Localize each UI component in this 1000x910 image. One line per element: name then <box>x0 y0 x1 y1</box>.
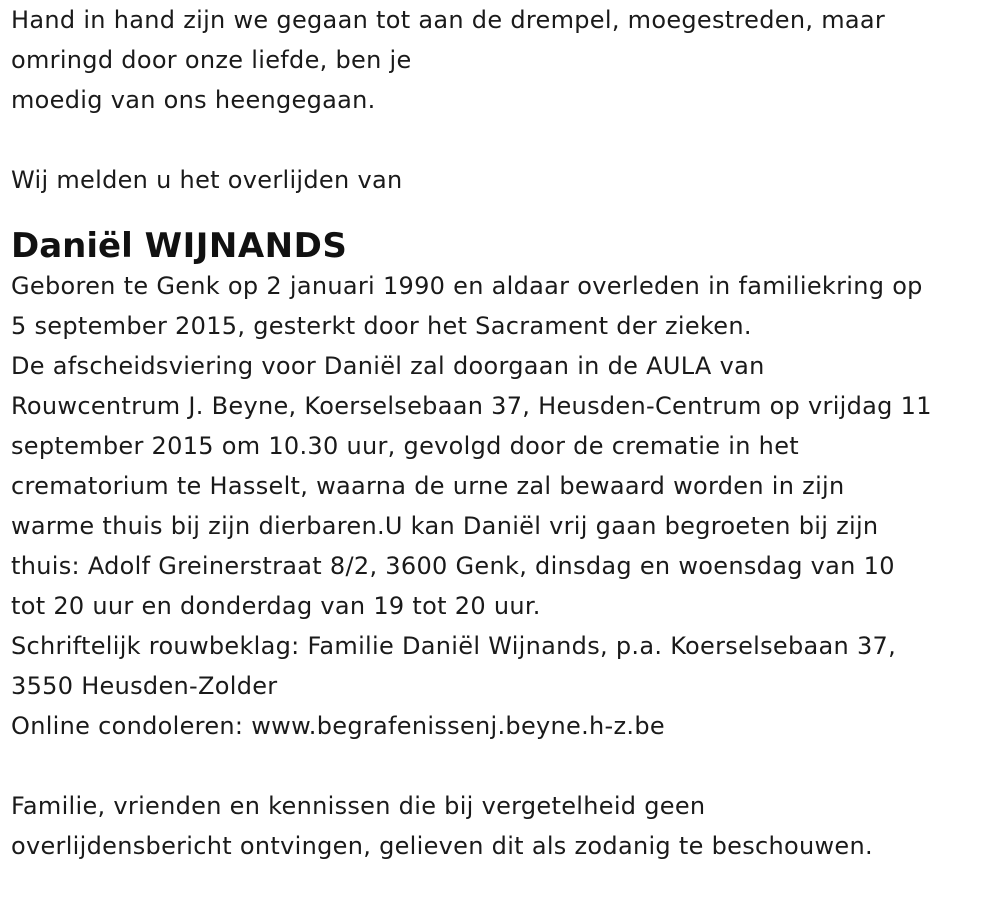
body-line: Schriftelijk rouwbeklag: Familie Daniël Wijnands, p.a. Koerselsebaan 37, <box>11 632 897 660</box>
body-line: Online condoleren: www.begrafenissenj.beyne.h-z.be <box>11 712 665 740</box>
body-line: De afscheidsviering voor Daniël zal doorgaan in de AULA van <box>11 352 765 380</box>
deceased-first-name: Daniël <box>11 226 133 266</box>
body-line: crematorium te Hasselt, waarna de urne zal bewaard worden in zijn <box>11 472 845 500</box>
body-line: warme thuis bij zijn dierbaren.U kan Daniël vrij gaan begroeten bij zijn <box>11 512 879 540</box>
intro-line: Hand in hand zijn we gegaan tot aan de drempel, moegestreden, maar <box>11 6 886 34</box>
body-line: Geboren te Genk op 2 januari 1990 en aldaar overleden in familiekring op <box>11 272 923 300</box>
body-line: tot 20 uur en donderdag van 19 tot 20 uur. <box>11 592 541 620</box>
spacer <box>11 746 996 786</box>
body-line: september 2015 om 10.30 uur, gevolgd door de crematie in het <box>11 432 799 460</box>
closing-line: Familie, vrienden en kennissen die bij vergetelheid geen <box>11 792 706 820</box>
deceased-last-name: WIJNANDS <box>144 226 348 266</box>
intro-line: omringd door onze liefde, ben je <box>11 46 412 74</box>
intro-line: moedig van ons heengegaan. <box>11 86 376 114</box>
intro-poem <box>11 0 996 120</box>
closing-line: overlijdensbericht ontvingen, gelieven dit als zodanig te beschouwen. <box>11 832 873 860</box>
body-line: Rouwcentrum J. Beyne, Koerselsebaan 37, Heusden-Centrum op vrijdag 11 <box>11 392 932 420</box>
deceased-name <box>11 220 996 266</box>
body-line: 3550 Heusden-Zolder <box>11 672 278 700</box>
death-notice <box>11 0 996 866</box>
spacer <box>11 120 996 160</box>
body-line: thuis: Adolf Greinerstraat 8/2, 3600 Genk, dinsdag en woensdag van 10 <box>11 552 895 580</box>
body-line: 5 september 2015, gesterkt door het Sacrament der zieken. <box>11 312 752 340</box>
notice-body <box>11 266 996 746</box>
spacer <box>11 200 996 220</box>
announcement-text: Wij melden u het overlijden van <box>11 166 403 194</box>
closing-note <box>11 786 996 866</box>
